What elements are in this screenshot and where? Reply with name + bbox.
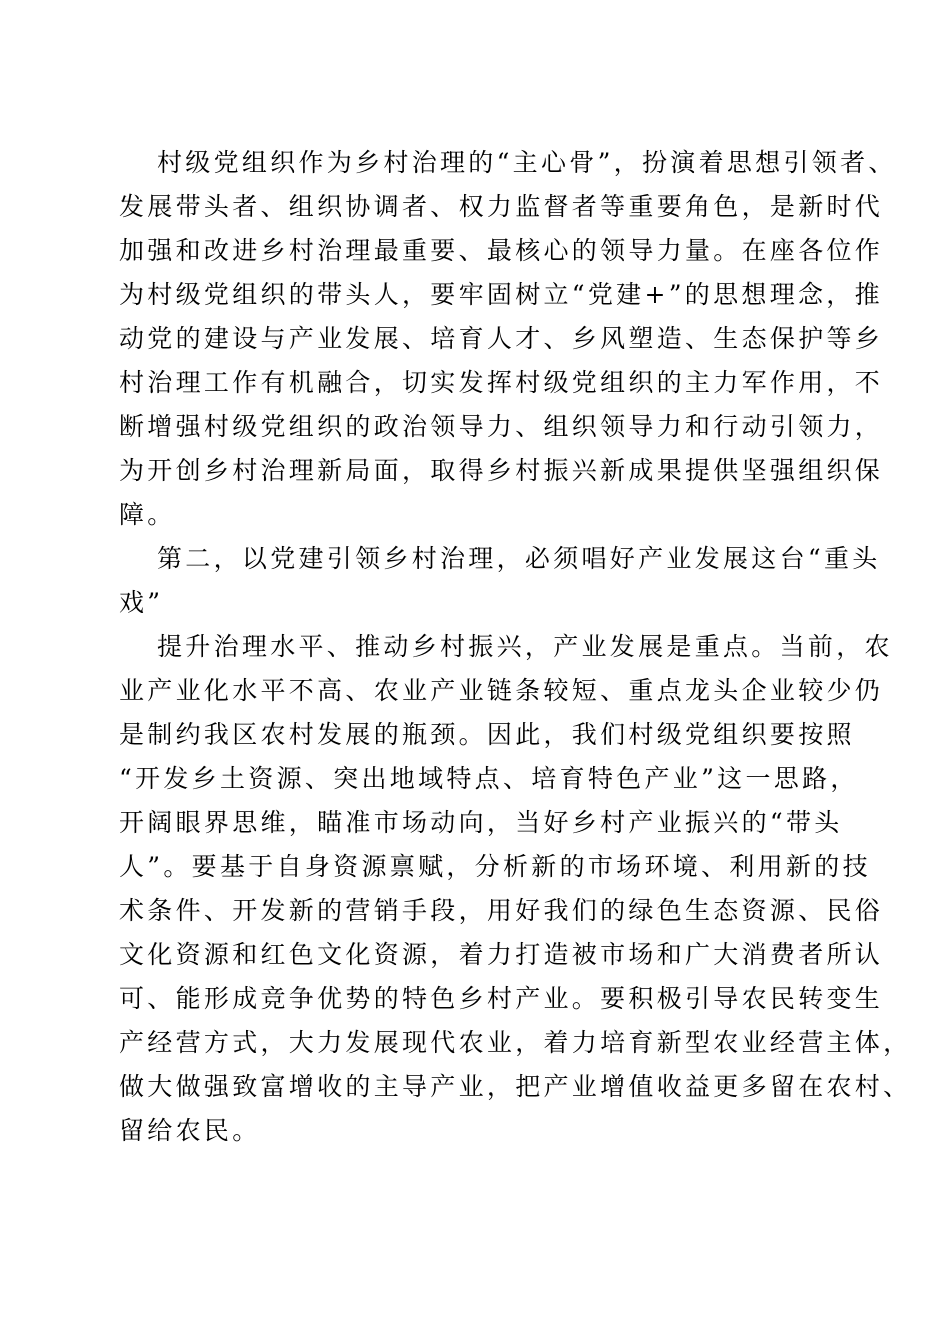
text-line: 加强和改进乡村治理最重要、最核心的领导力量。在座各位作 bbox=[119, 236, 884, 265]
text-line: 发展带头者、组织协调者、权力监督者等重要角色，是新时代 bbox=[119, 192, 884, 221]
text-line: 为开创乡村治理新局面，取得乡村振兴新成果提供坚强组织保 bbox=[119, 456, 884, 485]
section-heading-second bbox=[119, 537, 881, 625]
heading-line: 第二，以党建引领乡村治理，必须唱好产业发展这台“重头 bbox=[157, 544, 881, 573]
paragraph-industry-development bbox=[119, 625, 912, 1153]
text-line: 人”。要基于自身资源禀赋，分析新的市场环境、利用新的技 bbox=[119, 852, 871, 881]
text-line: 断增强村级党组织的政治领导力、组织领导力和行动引领力， bbox=[119, 412, 884, 441]
text-line: 文化资源和红色文化资源，着力打造被市场和广大消费者所认 bbox=[119, 940, 884, 969]
text-line: “开发乡土资源、突出地域特点、培育特色产业”这一思路， bbox=[119, 764, 859, 793]
text-line: 术条件、开发新的营销手段，用好我们的绿色生态资源、民俗 bbox=[119, 896, 884, 925]
document-body bbox=[119, 141, 912, 1153]
text-line: 村治理工作有机融合，切实发挥村级党组织的主力军作用，不 bbox=[119, 368, 884, 397]
text-line: 是制约我区农村发展的瓶颈。因此，我们村级党组织要按照 bbox=[119, 720, 855, 749]
text-line: 做大做强致富增收的主导产业，把产业增值收益更多留在农村、 bbox=[119, 1072, 912, 1101]
text-line: 业产业化水平不高、农业产业链条较短、重点龙头企业较少仍 bbox=[119, 676, 884, 705]
text-line: 留给农民。 bbox=[119, 1116, 261, 1145]
text-line: 可、能形成竞争优势的特色乡村产业。要积极引导农民转变生 bbox=[119, 984, 884, 1013]
text-line: 为村级党组织的带头人，要牢固树立“党建+”的思想理念，推 bbox=[119, 280, 883, 309]
text-line: 开阔眼界思维，瞄准市场动向，当好乡村产业振兴的“带头 bbox=[119, 808, 843, 837]
paragraph-party-organization-role bbox=[119, 141, 897, 537]
text-line: 村级党组织作为乡村治理的“主心骨”，扮演着思想引领者、 bbox=[157, 148, 897, 177]
text-line: 动党的建设与产业发展、培育人才、乡风塑造、生态保护等乡 bbox=[119, 324, 884, 353]
heading-line: 戏” bbox=[119, 588, 164, 617]
text-line: 产经营方式，大力发展现代农业，着力培育新型农业经营主体， bbox=[119, 1028, 912, 1057]
text-line: 提升治理水平、推动乡村振兴，产业发展是重点。当前，农 bbox=[157, 632, 893, 661]
text-line: 障。 bbox=[119, 500, 176, 529]
